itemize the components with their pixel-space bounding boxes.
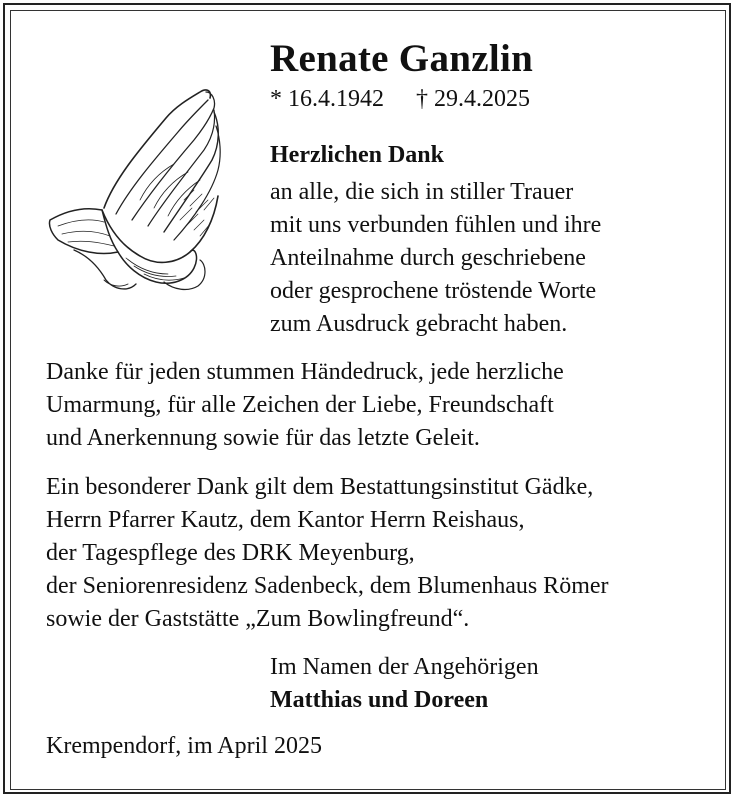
paragraph-line: sowie der Gaststätte „Zum Bowlingfreund“. [46,606,470,632]
signoff [270,651,539,717]
paragraph-line: der Tagespflege des DRK Meyenburg, [46,540,415,566]
paragraph-line: Ein besonderer Dank gilt dem Bestattungsinstitut Gädke, [46,474,594,500]
signoff-names: Matthias und Doreen [270,687,489,713]
paragraph-line: Umarmung, für alle Zeichen der Liebe, Freundschaft [46,392,554,418]
signoff-intro: Im Namen der Angehörigen [270,654,539,680]
place-date: Krempendorf, im April 2025 [46,733,322,759]
gratitude-paragraph [46,356,564,455]
thanks-line: Anteilnahme durch geschriebene [270,245,586,271]
praying-hands-icon [44,80,224,295]
special-thanks-paragraph [46,471,609,636]
paragraph-line: Danke für jeden stummen Händedruck, jede herzliche [46,359,564,385]
paragraph-line: der Seniorenresidenz Sadenbeck, dem Blumenhaus Römer [46,573,609,599]
paragraph-line: und Anerkennung sowie für das letzte Geleit. [46,425,480,451]
thanks-line: an alle, die sich in stiller Trauer [270,179,574,205]
thanks-line: zum Ausdruck gebracht haben. [270,311,568,337]
thanks-text [270,176,601,341]
birth-date: * 16.4.1942 [270,86,384,112]
thanks-line: mit uns verbunden fühlen und ihre [270,212,602,238]
life-dates [270,86,530,113]
paragraph-line: Herrn Pfarrer Kautz, dem Kantor Herrn Reishaus, [46,507,525,533]
death-date: † 29.4.2025 [416,86,530,112]
thanks-line: oder gesprochene tröstende Worte [270,278,597,304]
deceased-name: Renate Ganzlin [270,37,534,80]
thanks-heading: Herzlichen Dank [270,142,444,168]
